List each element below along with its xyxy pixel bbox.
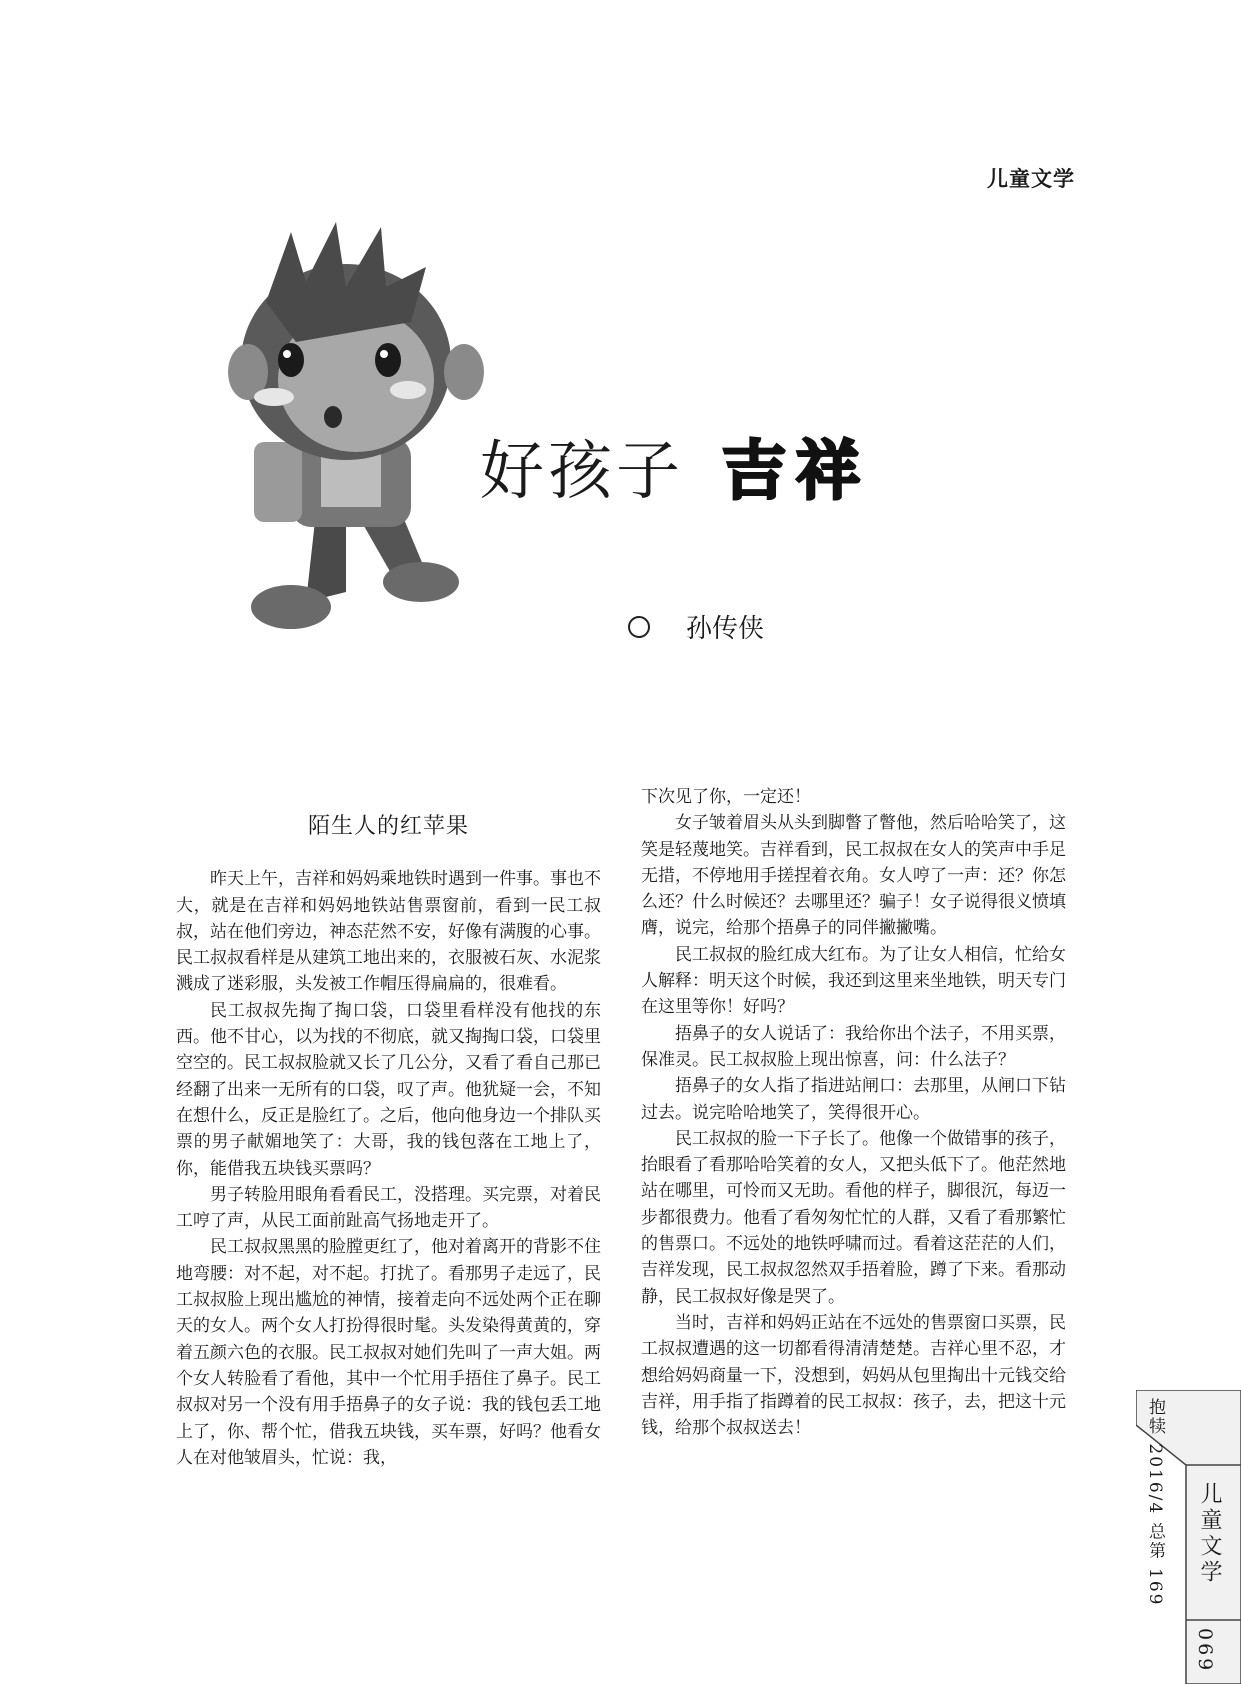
paragraph: 捂鼻子的女人指了指进站闸口：去那里，从闸口下钻过去。说完哈哈地笑了，笑得很开心。 <box>641 1076 1066 1123</box>
paragraph: 民工叔叔黑黑的脸膛更红了，他对着离开的背影不住地弯腰：对不起，对不起。打扰了。看那男子走远了，民工叔叔脸上现出尴尬的神情，接着走向不远处两个正在聊天的女人。两个女人打扮得很时髦。头发染得黄黄的，穿着五颜六色的衣服。民工叔叔对她们先叫了一声大姐。两个女人转脸看了看他，其中一个忙用手捂住了鼻子。民工叔叔对另一个没有用手捂鼻子的女子说：我的钱包丢工地上了，你、帮个忙，借我五块钱，买车票，好吗？他看女人在对他皱眉头，忙说：我， <box>176 1237 601 1468</box>
paragraph: 捂鼻子的女人说话了：我给你出个法子，不用买票，保准灵。民工叔叔脸上现出惊喜，问：什么法子？ <box>641 1023 1066 1070</box>
right-column <box>641 784 1066 1441</box>
section-label: 儿童文学 <box>987 167 1075 191</box>
circle-icon <box>628 616 650 638</box>
paragraph: 昨天上午，吉祥和妈妈乘地铁时遇到一件事。事也不大，就是在吉祥和妈妈地铁站售票窗前，看到一民工叔叔，站在他们旁边，神态茫然不安，好像有满腹的心事。民工叔叔看样是从建筑工地出来的，衣服被石灰、水泥浆溅成了迷彩服，头发被工作帽压得扁扁的，很难看。 <box>176 869 601 995</box>
title-prefix: 好孩子 <box>480 435 684 509</box>
left-column <box>176 814 601 1471</box>
issue-info: 抱犊 2016/4 总第 169 <box>1145 1398 1165 1607</box>
magazine-brand: 儿童文学 <box>1197 1482 1222 1586</box>
paragraph-continued: 下次见了你，一定还！ <box>641 787 811 807</box>
title-name: 吉祥 <box>722 435 870 509</box>
paragraph: 民工叔叔的脸红成大红布。为了让女人相信，忙给女人解释：明天这个时候，我还到这里来坐地铁，明天专门在这里等你！好吗？ <box>641 944 1066 1018</box>
author-name: 孙传侠 <box>686 614 765 644</box>
paragraph: 民工叔叔先掏了掏口袋，口袋里看样没有他找的东西。他不甘心，以为找的不彻底，就又掏掏口袋，口袋里空空的。民工叔叔脸就又长了几公分，又看了看自己那已经翻了出来一无所有的口袋，叹了声。他犹疑一会，不知在想什么，反正是脸红了。之后，他向他身边一个排队买票的男子献媚地笑了：大哥，我的钱包落在工地上了，你，能借我五块钱买票吗？ <box>176 1000 601 1179</box>
article-subtitle: 陌生人的红苹果 <box>307 814 469 839</box>
boy-illustration <box>196 212 526 642</box>
article-title <box>480 420 870 512</box>
paragraph: 男子转脸用眼角看看民工，没搭理。买完票，对着民工哼了声，从民工面前趾高气扬地走开了。 <box>176 1184 601 1232</box>
paragraph: 当时，吉祥和妈妈正站在不远处的售票窗口买票，民工叔叔遭遇的这一切都看得清清楚楚。吉祥心里不忍，才想给妈妈商量一下，没想到，妈妈从包里掏出十元钱交给吉祥，用手指了指蹲着的民工叔叔：孩子，去，把这十元钱，给那个叔叔送去！ <box>641 1312 1066 1439</box>
paragraph: 民工叔叔的脸一下子长了。他像一个做错事的孩子，抬眼看了看那哈哈笑着的女人，又把头低下了。他茫然地站在哪里，可怜而又无助。看他的样子，脚很沉，每迈一步都很费力。他看了看匆匆忙忙的人群，又看了看那繁忙的售票口。不远处的地铁呼啸而过。看着这茫茫的人们，吉祥发现，民工叔叔忽然双手捂着脸，蹲了下来。看那动静，民工叔叔好像是哭了。 <box>641 1128 1066 1307</box>
paragraph: 女子皱着眉头从头到脚瞥了瞥他，然后哈哈笑了，这笑是轻蔑地笑。吉祥看到，民工叔叔在女人的笑声中手足无措，不停地用手搓捏着衣角。女人哼了一声：还？你怎么还？什么时候还？去哪里还？骗子！女子说得很义愤填膺，说完，给那个捂鼻子的同伴撇撇嘴。 <box>641 813 1066 939</box>
page-number: 069 <box>1194 1628 1216 1674</box>
author-line <box>628 608 764 645</box>
